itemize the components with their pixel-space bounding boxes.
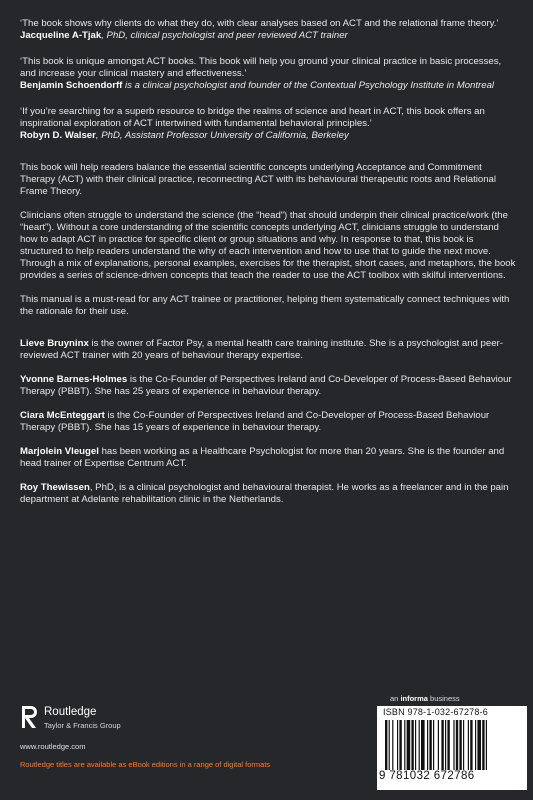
- endorser-name: Benjamin Schoendorff: [20, 80, 123, 91]
- barcode-bar: [475, 720, 476, 770]
- barcode-bar: [392, 720, 393, 770]
- routledge-logo-icon: [20, 704, 40, 730]
- author-bio-3: [20, 410, 516, 434]
- cover-footer: [20, 694, 520, 790]
- endorsement-attribution: [20, 30, 516, 42]
- blurb-paragraph-2: Clinicians often struggle to understand the science (the “head”) that should underpin their clinical practice/work (the “heart”). Without a core understanding of the scientific concepts underlying ACT, clinicians struggle to understand how to adapt ACT in practice for specific client or group situations and why. In response to that, this book is structured to help readers understand the why of each intervention and how to use that to guide the next move. Through a mix of explanations, personal examples, exercises for the therapist, short cases, and metaphors, the book provides a series of science-driven concepts that teach the reader to use the ACT toolbox with skilful interventions.: [20, 210, 516, 281]
- endorsement-attribution: [20, 130, 516, 142]
- informa-prefix: an: [390, 694, 401, 703]
- endorsement-3: [20, 106, 516, 142]
- barcode-bar: [482, 720, 484, 770]
- barcode-bar: [427, 720, 428, 770]
- barcode-bar: [404, 720, 405, 770]
- barcode-bar: [486, 720, 487, 770]
- barcode-bar: [447, 720, 449, 770]
- barcode-bar: [385, 720, 387, 770]
- author-description: is the Co-Founder of Perspectives Ireland and Co-Developer of Process-Based Behaviour Therapy (PBBT). She has 15 years of experience in behaviour therapy.: [20, 410, 490, 433]
- publisher-website: www.routledge.com: [20, 742, 86, 751]
- barcode-bar: [415, 720, 416, 770]
- barcode-bar: [456, 720, 458, 770]
- blurb-paragraph-3: This manual is a must-read for any ACT trainee or practitioner, helping them systematically connect techniques with the rationale for their use.: [20, 294, 510, 317]
- author-name: Yvonne Barnes-Holmes: [20, 374, 128, 385]
- informa-suffix: business: [427, 694, 460, 703]
- author-description: has been working as a Healthcare Psychologist for more than 20 years. She is the founder and head trainer of Expertise Centrum ACT.: [20, 446, 505, 469]
- barcode-bar: [407, 720, 411, 770]
- author-name: Marjolein Vleugel: [20, 446, 99, 457]
- barcode-bar: [399, 720, 401, 770]
- cover-text: [20, 18, 516, 518]
- barcode-bar: [445, 720, 446, 770]
- blurb-paragraph-1: This book will help readers balance the essential scientific concepts underlying Acceptance and Commitment Therapy (ACT) with their clinical practice, reconnecting ACT with its behavioural therapeutic roots and Relational Frame Theory.: [20, 162, 497, 197]
- barcode-bar: [419, 720, 420, 770]
- isbn-barcode: [377, 706, 527, 790]
- endorsement-1: [20, 18, 516, 42]
- author-bio-4: [20, 446, 516, 470]
- barcode-bar: [433, 720, 434, 770]
- author-bio-5: [20, 482, 516, 506]
- barcode-bars: [385, 720, 521, 770]
- author-bio-2: [20, 374, 516, 398]
- barcode-bar: [470, 720, 472, 770]
- barcode-bar: [463, 720, 464, 770]
- endorser-role: , PhD, clinical psychologist and peer reviewed ACT trainer: [101, 30, 348, 41]
- publisher-name: Routledge: [44, 706, 97, 718]
- barcode-bar: [453, 720, 454, 770]
- publisher-logo: [20, 704, 140, 744]
- barcode-bar: [441, 720, 443, 770]
- endorsement-2: [20, 56, 516, 92]
- barcode-digits: 9 781032 672786: [379, 770, 475, 782]
- informa-business-label: [390, 694, 460, 703]
- barcode-bar: [389, 720, 390, 770]
- barcode-bar: [477, 720, 481, 770]
- barcode-bar: [411, 720, 413, 770]
- endorsement-quote: ‘This book is unique amongst ACT books. This book will help you ground your clinical practice in basic processes, and increase your clinical mastery and effectiveness.’: [20, 56, 502, 79]
- isbn-label: ISBN 978-1-032-67278-6: [383, 707, 488, 717]
- barcode-bar: [429, 720, 431, 770]
- author-description: is the owner of Factor Psy, a mental health care training institute. She is a psychologist and peer-reviewed ACT trainer with 20 years of behaviour therapy expertise.: [20, 338, 503, 361]
- barcode-bar: [459, 720, 461, 770]
- endorsement-attribution: [20, 80, 516, 92]
- author-bio-1: [20, 338, 516, 362]
- author-name: Ciara McEnteggart: [20, 410, 105, 421]
- author-description: , PhD, is a clinical psychologist and behavioural therapist. He works as a freelancer and in the pain department at Adelante rehabilitation clinic in the Netherlands.: [20, 482, 509, 505]
- barcode-bar: [397, 720, 398, 770]
- author-name: Roy Thewissen: [20, 482, 90, 493]
- author-description: is the Co-Founder of Perspectives Ireland and Co-Developer of Process-Based Behaviour Therapy (PBBT). She has 25 years of experience in behaviour therapy.: [20, 374, 512, 397]
- author-name: Lieve Bruyninx: [20, 338, 89, 349]
- publisher-group: Taylor & Francis Group: [44, 721, 121, 730]
- endorsement-quote: ‘The book shows why clients do what they do, with clear analyses based on ACT and the relational frame theory.’: [20, 18, 499, 29]
- endorser-name: Robyn D. Walser: [20, 130, 96, 141]
- informa-wordmark: informa: [400, 694, 428, 703]
- endorser-name: Jacqueline A-Tjak: [20, 30, 102, 41]
- endorser-role: , PhD, Assistant Professor University of California, Berkeley: [95, 130, 349, 141]
- endorsement-quote: ‘If you’re searching for a superb resource to bridge the realms of science and heart in ACT, this book offers an inspirational exploration of ACT intertwined with fundamental behavioral principles.’: [20, 106, 485, 129]
- endorser-role: is a clinical psychologist and founder of the Contextual Psychology Institute in Montreal: [122, 80, 495, 91]
- ebook-note: Routledge titles are available as eBook editions in a range of digital formats: [20, 760, 271, 769]
- barcode-bar: [468, 720, 469, 770]
- barcode-bar: [421, 720, 425, 770]
- barcode-bar: [438, 720, 439, 770]
